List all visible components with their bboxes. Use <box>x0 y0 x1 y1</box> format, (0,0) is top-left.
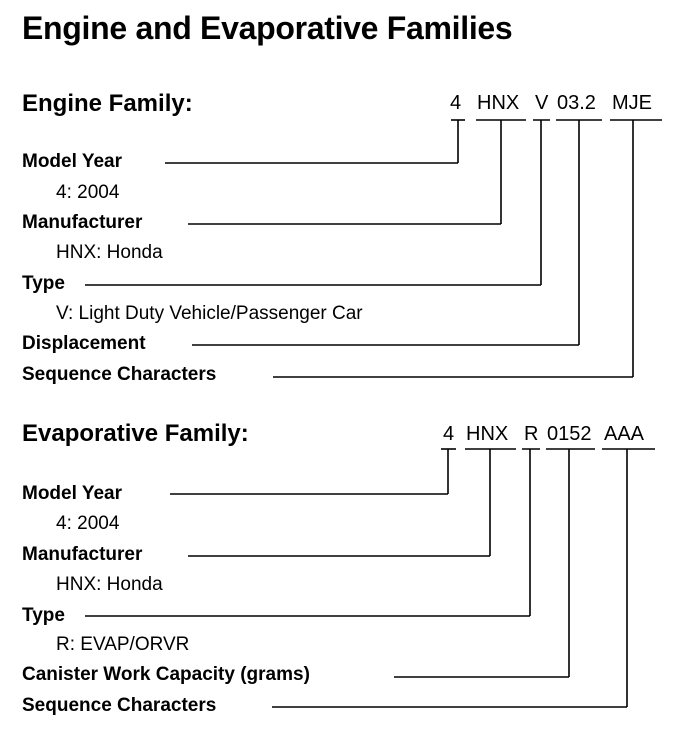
evap-code-manufacturer: HNX <box>466 423 509 445</box>
evap-model-year-label: Model Year <box>22 483 122 504</box>
engine-model-year-label: Model Year <box>22 151 122 172</box>
engine-code-year: 4 <box>450 92 462 114</box>
engine-sequence-label: Sequence Characters <box>22 364 217 385</box>
engine-manufacturer-value: HNX: Honda <box>56 242 163 263</box>
evap-manufacturer-label: Manufacturer <box>22 544 143 565</box>
evap-manufacturer-value: HNX: Honda <box>56 574 163 595</box>
engine-family-heading: Engine Family: <box>22 90 193 117</box>
engine-code-sequence: MJE <box>612 92 652 114</box>
engine-code-displacement: 03.2 <box>557 92 596 114</box>
evap-code-capacity: 0152 <box>547 423 592 445</box>
engine-type-label: Type <box>22 273 65 294</box>
evap-code-type: R <box>524 423 539 445</box>
engine-code-type: V <box>535 92 549 114</box>
evap-model-year-value: 4: 2004 <box>56 513 120 534</box>
evap-type-value: R: EVAP/ORVR <box>56 634 190 655</box>
evap-type-label: Type <box>22 605 65 626</box>
evap-code-year: 4 <box>443 423 455 445</box>
engine-type-value: V: Light Duty Vehicle/Passenger Car <box>56 303 363 324</box>
engine-model-year-value: 4: 2004 <box>56 182 120 203</box>
engine-displacement-label: Displacement <box>22 333 146 354</box>
evap-code-sequence: AAA <box>604 423 645 445</box>
evap-sequence-label: Sequence Characters <box>22 695 217 716</box>
engine-manufacturer-label: Manufacturer <box>22 212 143 233</box>
engine-code-manufacturer: HNX <box>477 92 520 114</box>
evap-capacity-label: Canister Work Capacity (grams) <box>22 664 310 685</box>
page-title: Engine and Evaporative Families <box>22 10 513 46</box>
evap-family-heading: Evaporative Family: <box>22 420 249 447</box>
